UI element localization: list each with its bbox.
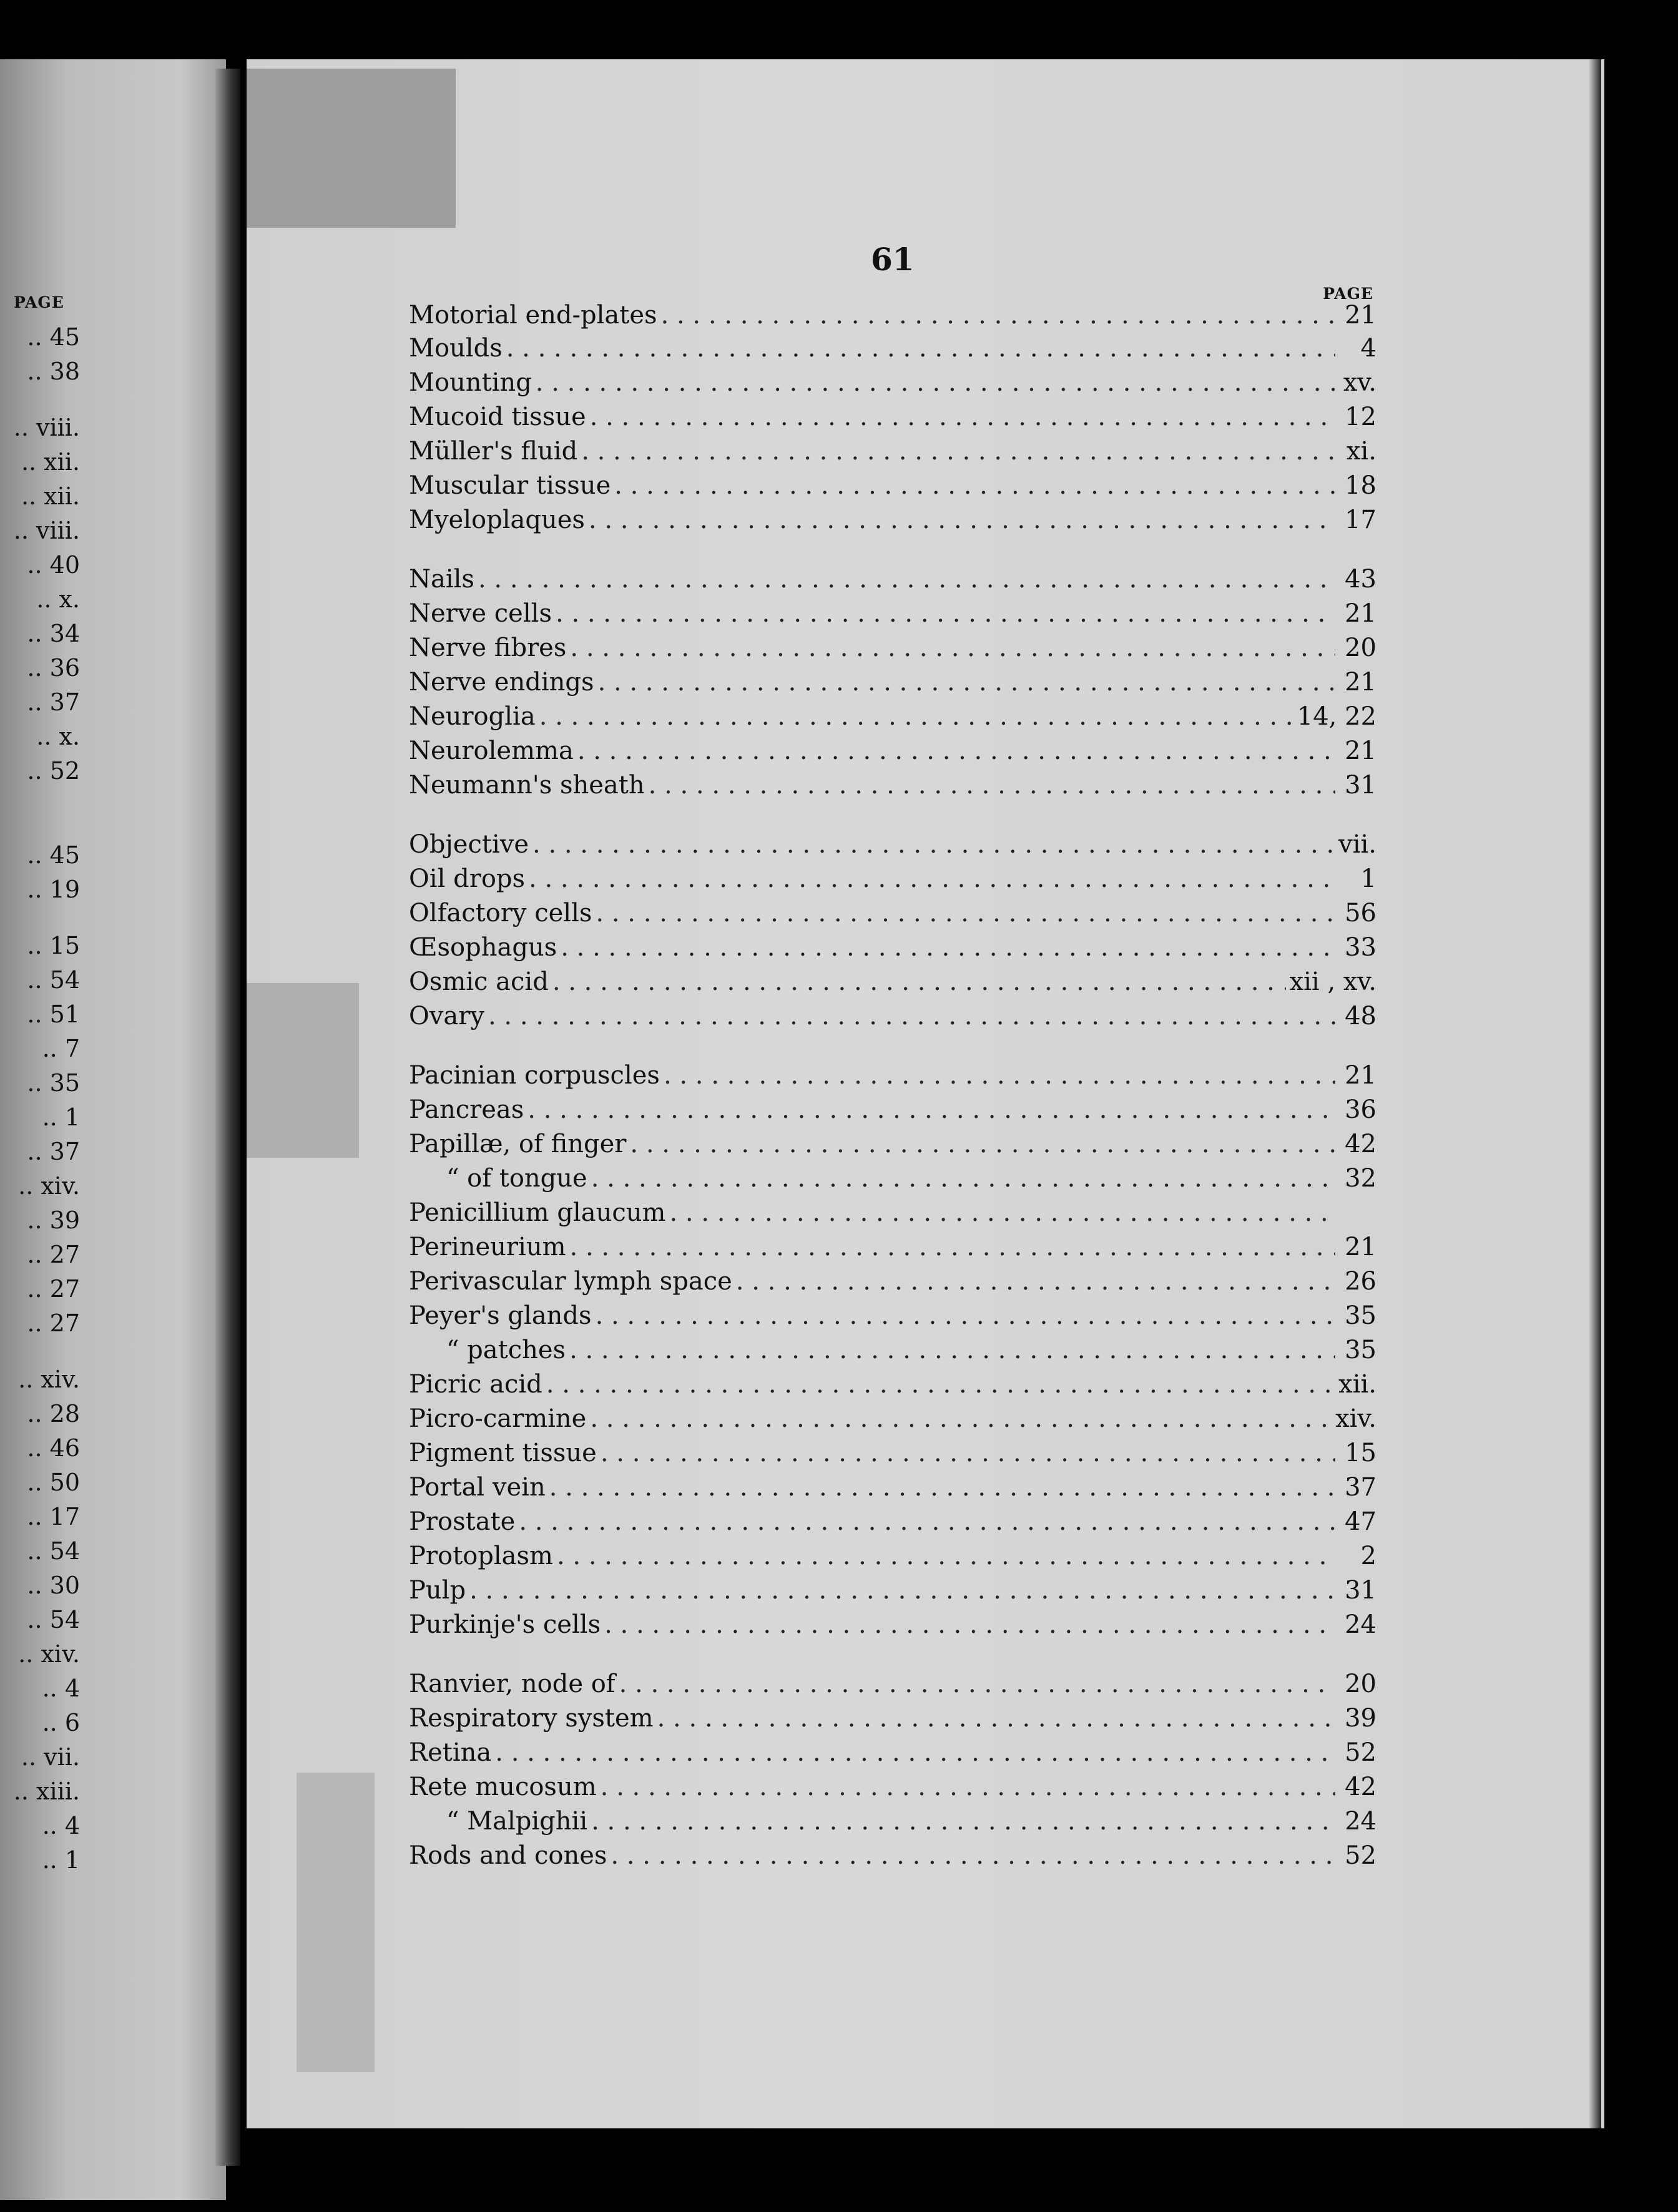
index-page-ref: 31	[1345, 1576, 1376, 1605]
index-page-ref: xiv.	[1335, 1404, 1376, 1433]
index-page-ref: 42	[1345, 1130, 1376, 1158]
page-number: 61	[871, 241, 915, 278]
index-entry	[409, 1807, 1376, 1841]
dot-leader	[601, 1773, 1335, 1801]
index-entry	[409, 565, 1376, 599]
page-column-header: PAGE	[1323, 285, 1373, 303]
dot-leader	[591, 1807, 1335, 1836]
dot-leader	[557, 1542, 1335, 1570]
index-page-ref: 4	[1360, 334, 1376, 363]
dot-leader	[570, 634, 1335, 662]
left-page-ref: .. xiii.	[13, 1778, 80, 1805]
index-page-ref: 47	[1345, 1507, 1376, 1536]
index-term: Prostate	[409, 1507, 516, 1536]
left-page-ref: .. 17	[27, 1503, 80, 1530]
dot-leader	[581, 437, 1335, 466]
dot-leader	[478, 565, 1335, 594]
index-page-ref: 12	[1345, 403, 1376, 431]
left-page-ref: .. 34	[27, 620, 80, 647]
left-page-ref: .. 45	[27, 323, 80, 351]
dot-leader	[589, 506, 1335, 534]
index-entry	[409, 437, 1376, 471]
index-entry	[409, 1301, 1376, 1335]
dot-leader	[546, 1370, 1335, 1399]
index-term: Motorial end-plates	[409, 301, 657, 330]
index-entry	[409, 1198, 1376, 1232]
dot-leader	[596, 899, 1335, 927]
dot-leader	[601, 1439, 1335, 1467]
dot-leader	[604, 1610, 1335, 1639]
index-term: Osmic acid	[409, 967, 549, 996]
page-edge	[1589, 59, 1601, 2128]
left-page-ref: .. 4	[42, 1812, 80, 1839]
index-term: Pacinian corpuscles	[409, 1061, 660, 1090]
left-page-ref: .. 1	[42, 1846, 80, 1874]
index-term: “ patches	[446, 1336, 566, 1364]
index-entry	[409, 1233, 1376, 1266]
index-term: Perineurium	[409, 1233, 566, 1261]
index-entry	[409, 1738, 1376, 1772]
index-page-ref: 24	[1345, 1807, 1376, 1836]
left-page-ref: .. xii.	[21, 448, 80, 476]
index-page-ref: 31	[1345, 771, 1376, 800]
index-page-ref: 43	[1345, 565, 1376, 594]
index-entry	[409, 702, 1376, 736]
index-page-ref: 52	[1345, 1841, 1376, 1870]
index-term: Nerve cells	[409, 599, 552, 628]
index-term: Picric acid	[409, 1370, 542, 1399]
left-page-ref: .. 51	[27, 1001, 80, 1028]
dot-leader	[590, 403, 1335, 431]
index-entry	[409, 1473, 1376, 1507]
index-term: Pigment tissue	[409, 1439, 597, 1467]
index-page-ref: 15	[1345, 1439, 1376, 1467]
index-entry	[409, 668, 1376, 702]
index-entry	[409, 1439, 1376, 1472]
index-page-ref: 36	[1345, 1095, 1376, 1124]
index-term: Protoplasm	[409, 1542, 553, 1570]
index-term: Rods and cones	[409, 1841, 607, 1870]
index-term: Rete mucosum	[409, 1773, 597, 1801]
index-entry	[409, 368, 1376, 402]
dot-leader	[488, 1002, 1335, 1030]
index-page-ref: xii.	[1338, 1370, 1376, 1399]
index-entry	[409, 1370, 1376, 1404]
left-page-ref: .. 19	[27, 876, 80, 903]
left-page-ref: .. 37	[27, 1138, 80, 1165]
dot-leader	[577, 737, 1335, 765]
index-page-ref: 33	[1345, 933, 1376, 962]
index-entry	[409, 1670, 1376, 1703]
index-term: Olfactory cells	[409, 899, 592, 927]
index-term: Neumann's sheath	[409, 771, 645, 800]
left-page-ref: .. 7	[42, 1035, 80, 1062]
left-page-ref: .. 54	[27, 966, 80, 994]
scan-border	[247, 2128, 1595, 2212]
index-entry	[409, 864, 1376, 898]
left-page-ref: .. 27	[27, 1309, 80, 1337]
index-page-ref: xv.	[1343, 368, 1376, 397]
index-entry	[409, 1336, 1376, 1369]
index-term: Pulp	[409, 1576, 466, 1605]
index-entry	[409, 1542, 1376, 1575]
index-term: “ Malpighii	[446, 1807, 588, 1836]
dot-leader	[527, 1095, 1335, 1124]
index-entry	[409, 1841, 1376, 1875]
book-gutter	[215, 69, 240, 2166]
index-entry	[409, 301, 1376, 335]
dot-leader	[590, 1404, 1332, 1433]
index-page-ref: xii , xv.	[1289, 967, 1376, 996]
index-term: “ of tongue	[446, 1164, 587, 1193]
index-page-ref: 20	[1345, 1670, 1376, 1698]
scan-smudge	[247, 69, 456, 228]
dot-leader	[570, 1233, 1335, 1261]
index-page-ref: 21	[1345, 1061, 1376, 1090]
index-term: Penicillium glaucum	[409, 1198, 666, 1227]
index-entry	[409, 737, 1376, 770]
index-term: Peyer's glands	[409, 1301, 592, 1330]
index-term: Œsophagus	[409, 933, 557, 962]
index-page-ref: vii.	[1338, 830, 1376, 859]
dot-leader	[649, 771, 1335, 800]
dot-leader	[736, 1267, 1335, 1296]
left-page-ref: .. 27	[27, 1275, 80, 1303]
index-page-ref: 32	[1345, 1164, 1376, 1193]
index-entry	[409, 471, 1376, 505]
dot-leader	[669, 1198, 1335, 1227]
dot-leader	[591, 1164, 1335, 1193]
index-entry	[409, 1576, 1376, 1610]
index-term: Neuroglia	[409, 702, 536, 731]
scan-smudge	[297, 1773, 375, 2072]
dot-leader	[469, 1576, 1335, 1605]
left-page-ref: .. viii.	[13, 414, 80, 441]
index-page-ref: xi.	[1346, 437, 1376, 466]
index-term: Mucoid tissue	[409, 403, 586, 431]
index-term: Oil drops	[409, 864, 526, 893]
index-entry	[409, 771, 1376, 805]
index-entry	[409, 1164, 1376, 1198]
index-term: Retina	[409, 1738, 492, 1767]
left-page-ref: .. 36	[27, 654, 80, 682]
index-page-ref: 17	[1345, 506, 1376, 534]
dot-leader	[556, 599, 1335, 628]
dot-leader	[539, 702, 1293, 731]
left-page-ref: .. x.	[36, 585, 80, 613]
index-term: Perivascular lymph space	[409, 1267, 732, 1296]
index-term: Purkinje's cells	[409, 1610, 601, 1639]
index-page-ref: 2	[1360, 1542, 1376, 1570]
index-page-ref: 37	[1345, 1473, 1376, 1502]
index-entry	[409, 899, 1376, 932]
left-page-ref: .. xiv.	[18, 1172, 80, 1200]
index-entry	[409, 403, 1376, 436]
index-term: Respiratory system	[409, 1704, 654, 1733]
dot-leader	[657, 1704, 1335, 1733]
dot-leader	[630, 1130, 1335, 1158]
index-page-ref: 21	[1345, 599, 1376, 628]
index-page-ref: 52	[1345, 1738, 1376, 1767]
index-term: Nails	[409, 565, 474, 594]
index-entry	[409, 1704, 1376, 1738]
index-entry	[409, 967, 1376, 1001]
index-term: Nerve fibres	[409, 634, 567, 662]
left-page-column-header: PAGE	[14, 293, 64, 311]
dot-leader	[614, 471, 1335, 500]
index-term: Muscular tissue	[409, 471, 611, 500]
index-entry	[409, 1773, 1376, 1806]
dot-leader	[532, 830, 1335, 859]
index-term: Moulds	[409, 334, 503, 363]
left-page-ref: .. 54	[27, 1606, 80, 1633]
index-term: Portal vein	[409, 1473, 546, 1502]
left-page-ref: .. 27	[27, 1241, 80, 1268]
left-page-ref: .. 6	[42, 1709, 80, 1736]
left-page-ref: .. 54	[27, 1537, 80, 1565]
index-term: Papillæ, of finger	[409, 1130, 627, 1158]
index-term: Picro-carmine	[409, 1404, 587, 1433]
index-term: Pancreas	[409, 1095, 524, 1124]
index-page-ref: 21	[1345, 301, 1376, 330]
left-page-ref: .. xii.	[21, 482, 80, 510]
left-page-ref: .. vii.	[21, 1743, 80, 1771]
dot-leader	[561, 933, 1335, 962]
dot-leader	[596, 1301, 1335, 1330]
left-page-ref: .. 4	[42, 1675, 80, 1702]
dot-leader	[664, 1061, 1335, 1090]
index-page-ref: 26	[1345, 1267, 1376, 1296]
index-page-ref: 21	[1345, 668, 1376, 697]
index-entry	[409, 933, 1376, 967]
index-term: Ovary	[409, 1002, 484, 1030]
index-page-ref: 56	[1345, 899, 1376, 927]
dot-leader	[611, 1841, 1335, 1870]
left-page-ref: .. 38	[27, 358, 80, 385]
index-term: Myeloplaques	[409, 506, 585, 534]
index-page-ref: 35	[1345, 1301, 1376, 1330]
index-entry	[409, 599, 1376, 633]
dot-leader	[549, 1473, 1335, 1502]
index-term: Neurolemma	[409, 737, 574, 765]
dot-leader	[569, 1336, 1335, 1364]
dot-leader	[552, 967, 1286, 996]
left-page-ref: .. 50	[27, 1469, 80, 1496]
dot-leader	[519, 1507, 1335, 1536]
left-page-ref: .. viii.	[13, 517, 80, 544]
index-entry	[409, 830, 1376, 864]
index-term: Ranvier, node of	[409, 1670, 616, 1698]
left-page-ref: .. 1	[42, 1104, 80, 1131]
index-entry	[409, 1507, 1376, 1541]
left-page-ref: .. 52	[27, 757, 80, 785]
index-entry	[409, 1404, 1376, 1438]
index-term: Mounting	[409, 368, 532, 397]
index-page-ref: 42	[1345, 1773, 1376, 1801]
left-page-ref: .. x.	[36, 723, 80, 750]
index-entry	[409, 1095, 1376, 1129]
index-page-ref: 39	[1345, 1704, 1376, 1733]
left-page-ref: .. 45	[27, 841, 80, 869]
index-entry	[409, 1002, 1376, 1035]
left-page-ref: .. 28	[27, 1400, 80, 1427]
index-page-ref: 21	[1345, 1233, 1376, 1261]
index-page-ref: 21	[1345, 737, 1376, 765]
dot-leader	[529, 864, 1335, 893]
index-page-ref: 24	[1345, 1610, 1376, 1639]
left-page-ref: .. 30	[27, 1572, 80, 1599]
dot-leader	[661, 301, 1335, 330]
index-entry	[409, 1130, 1376, 1163]
index-page-ref: 35	[1345, 1336, 1376, 1364]
dot-leader	[495, 1738, 1335, 1767]
index-entry	[409, 634, 1376, 667]
index-term: Objective	[409, 830, 529, 859]
index-page-ref: 14, 22	[1297, 702, 1376, 731]
index-entry	[409, 1267, 1376, 1301]
dot-leader	[619, 1670, 1335, 1698]
index-term: Müller's fluid	[409, 437, 578, 466]
dot-leader	[536, 368, 1335, 397]
index-page-ref: 1	[1360, 864, 1376, 893]
dot-leader	[506, 334, 1335, 363]
index-page-ref: 48	[1345, 1002, 1376, 1030]
dot-leader	[598, 668, 1335, 697]
index-entry	[409, 1610, 1376, 1644]
left-page-ref: .. 39	[27, 1206, 80, 1234]
left-page-ref: .. xiv.	[18, 1366, 80, 1393]
index-entry	[409, 1061, 1376, 1095]
left-page-ref: .. 46	[27, 1434, 80, 1462]
index-entry	[409, 506, 1376, 539]
index-page-ref: 18	[1345, 471, 1376, 500]
left-page-ref: .. 35	[27, 1069, 80, 1097]
scan-smudge	[247, 983, 359, 1158]
index-page-ref: 20	[1345, 634, 1376, 662]
left-page-ref: .. 37	[27, 688, 80, 716]
left-page-ref: .. 15	[27, 932, 80, 959]
left-page-ref: .. 40	[27, 551, 80, 579]
left-page-ref: .. xiv.	[18, 1640, 80, 1668]
index-term: Nerve endings	[409, 668, 594, 697]
index-entry	[409, 334, 1376, 368]
